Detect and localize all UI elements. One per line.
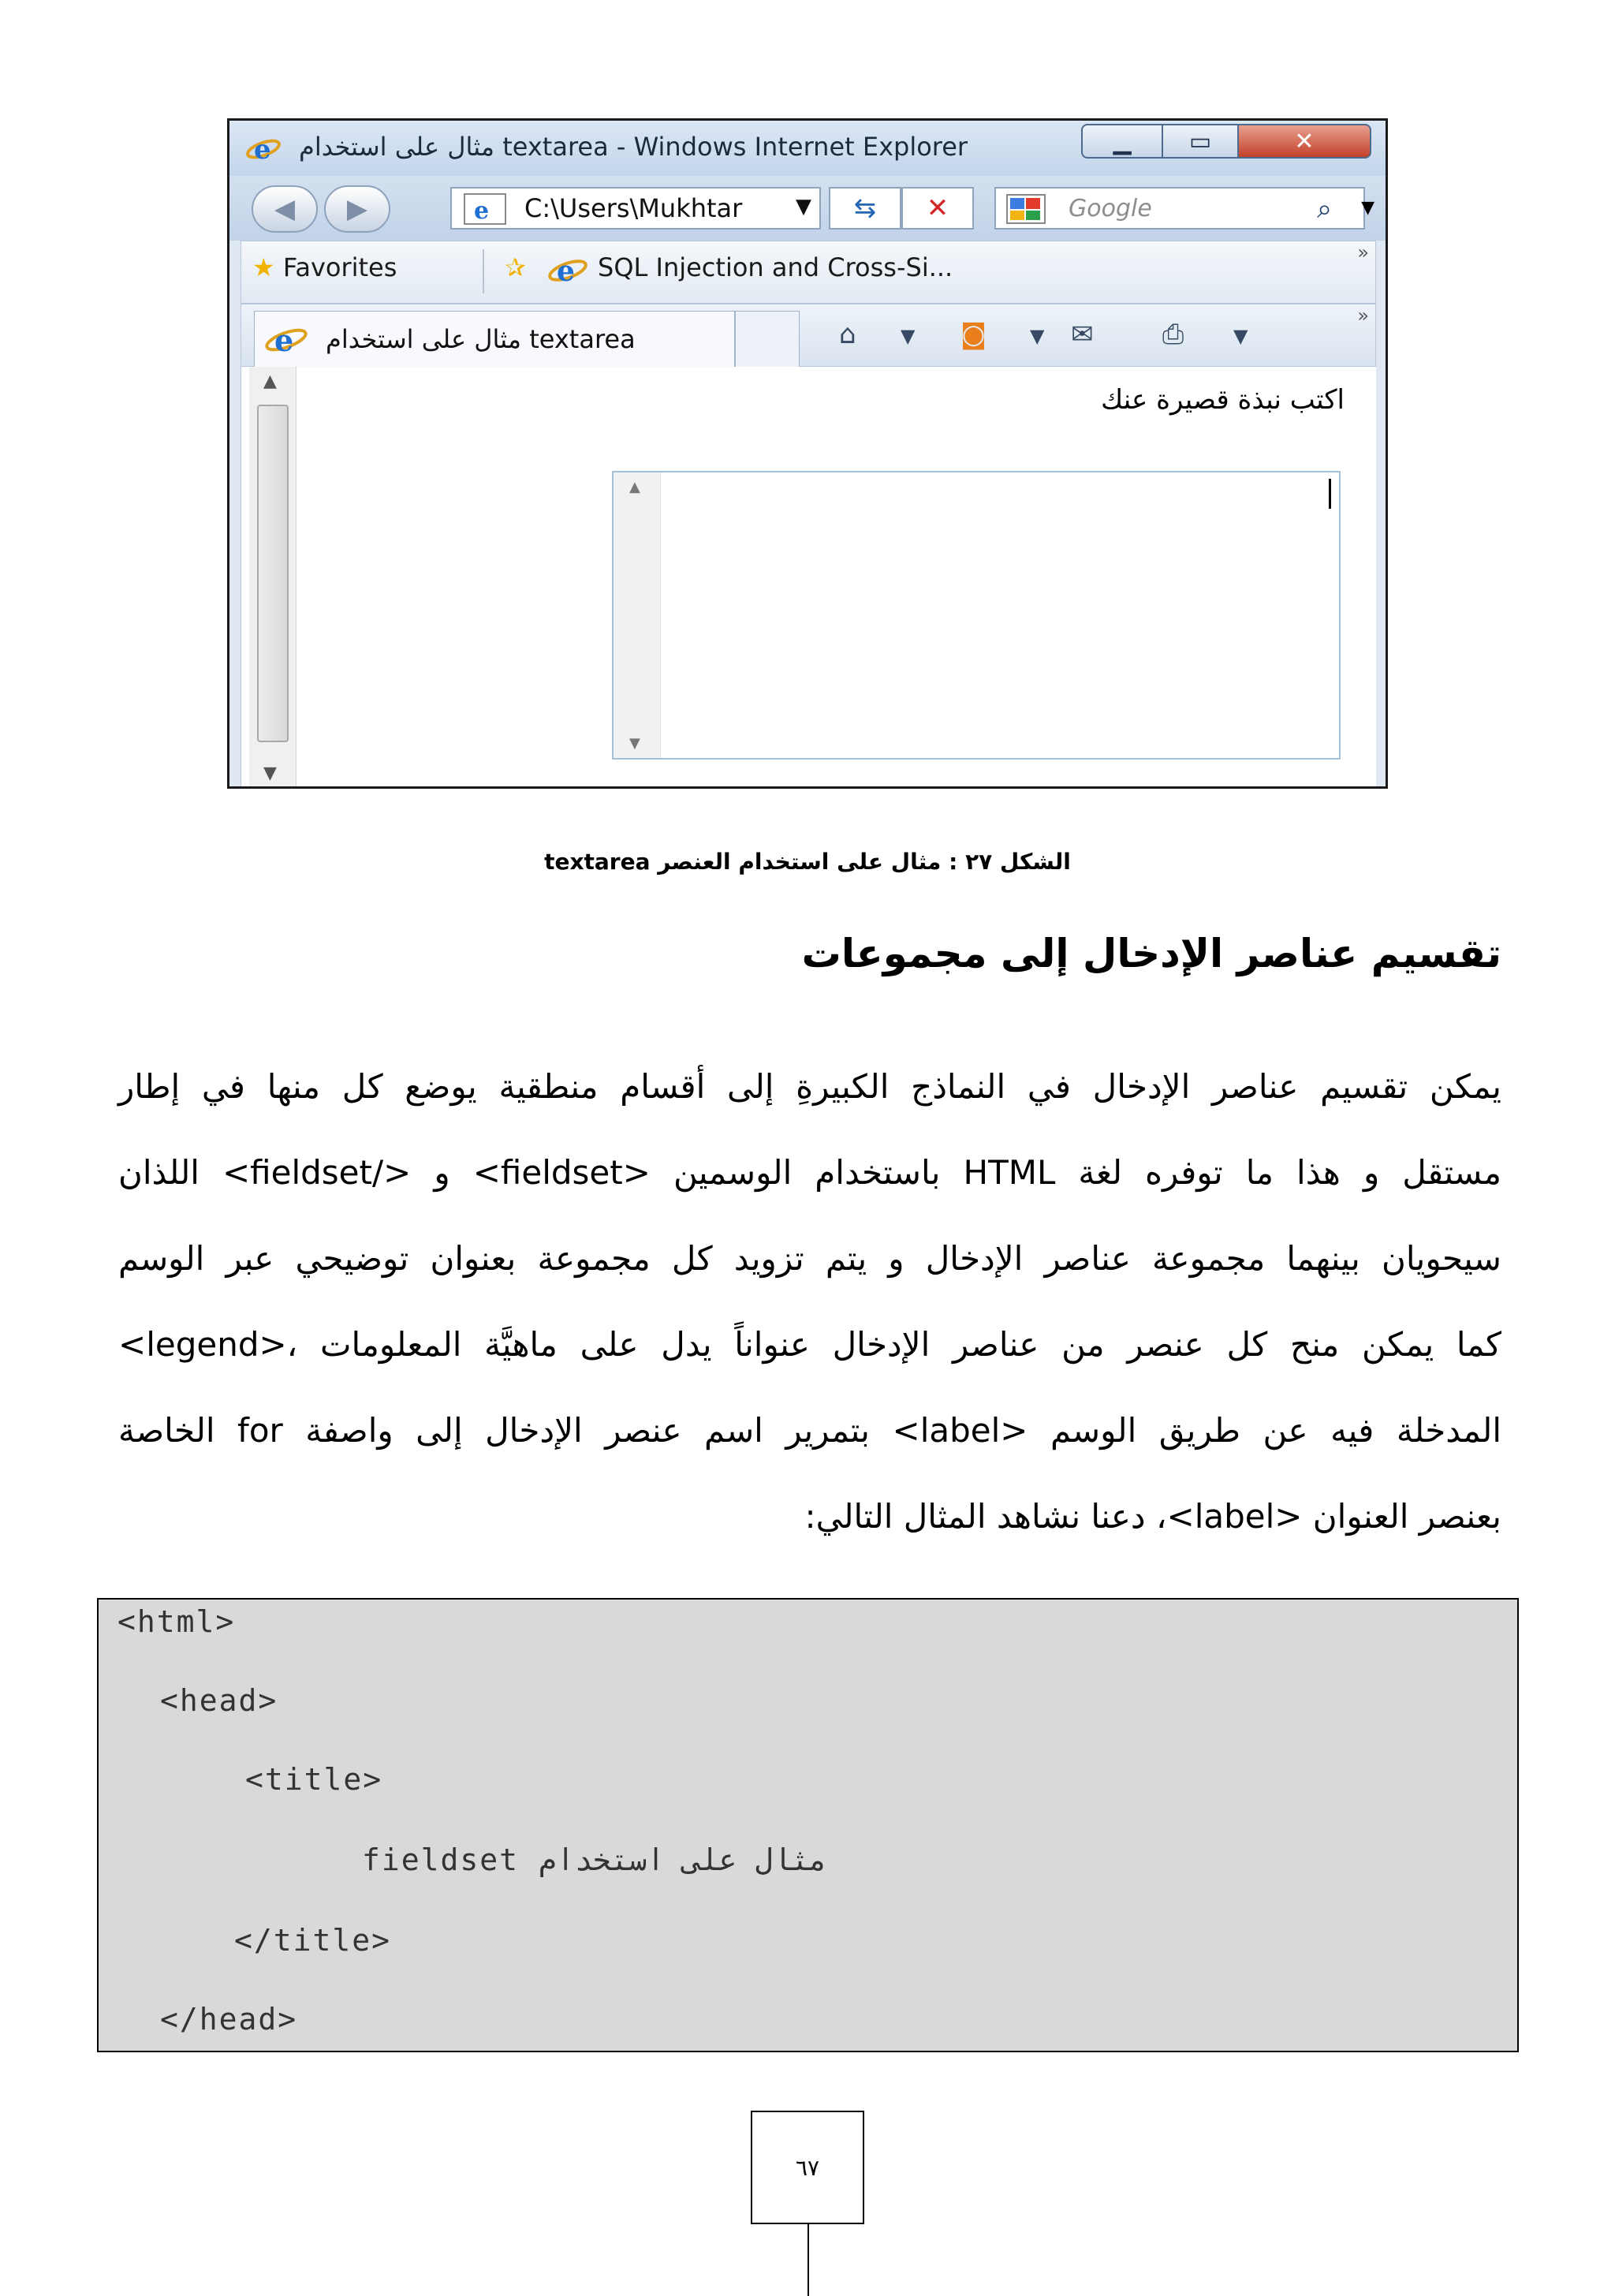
paragraph-line: بعنصر العنوان <label>، دعنا نشاهد المثال التالي: xyxy=(804,1497,1501,1536)
scroll-up-icon[interactable]: ▲ xyxy=(263,371,277,391)
svg-text:e: e xyxy=(254,134,271,165)
forward-button[interactable] xyxy=(324,185,390,233)
page-number-line xyxy=(808,2224,809,2296)
search-field[interactable] xyxy=(994,187,1365,230)
internet-explorer-icon xyxy=(547,251,588,290)
window-title: مثال على استخدام textarea - Windows Internet Explorer xyxy=(299,132,968,162)
code-line: </title> xyxy=(234,1923,392,1958)
code-line: <title> xyxy=(245,1762,383,1797)
code-block xyxy=(97,1598,1519,2052)
scroll-down-icon[interactable]: ▼ xyxy=(629,735,640,752)
tab-bar xyxy=(241,304,1376,367)
paragraph-line: <legend>، كما يمكن منح كل عنصر من عناصر الإدخال عنواناً يدل على ماهيَّة المعلومات xyxy=(118,1325,1502,1364)
code-line: <html> xyxy=(117,1604,236,1639)
stop-button[interactable] xyxy=(901,187,974,230)
code-line: fieldset مثال على استخدام xyxy=(362,1842,827,1877)
tab-title: مثال على استخدام textarea xyxy=(326,324,636,354)
tab-active[interactable] xyxy=(254,311,735,368)
svg-text:e: e xyxy=(557,255,575,288)
favorite-link[interactable]: SQL Injection and Cross-Si... xyxy=(598,252,953,282)
more-chevron-icon[interactable]: » xyxy=(1357,304,1369,327)
star-icon: ★ xyxy=(252,252,275,282)
page-scrollbar[interactable] xyxy=(249,367,297,788)
textarea-label: اكتب نبذة قصيرة عنك xyxy=(1101,384,1345,416)
scroll-up-icon[interactable]: ▲ xyxy=(629,479,640,495)
page-content xyxy=(241,367,1376,788)
new-tab-button[interactable] xyxy=(735,311,800,368)
title-bar xyxy=(229,121,1386,176)
paragraph-line: مستقل و هذا ما توفره لغة HTML باستخدام الوسمين <fieldset> و </fieldset> اللذان xyxy=(118,1153,1501,1192)
svg-text:e: e xyxy=(474,197,490,225)
forward-arrow-icon: ▶ xyxy=(346,193,368,225)
search-icon[interactable]: ⌕ xyxy=(1316,193,1332,225)
page-number-text: ٦٧ xyxy=(795,2154,820,2181)
home-icon[interactable]: ⌂ xyxy=(839,319,856,350)
address-text: C:\Users\Mukhtar xyxy=(524,193,743,223)
mail-icon[interactable]: ✉ xyxy=(1071,319,1094,350)
paragraph-line: سيحويان بينهما مجموعة عناصر الإدخال و يتم تزويد كل مجموعة بعنوان توضيحي عبر الوسم xyxy=(118,1239,1501,1278)
search-options-icon[interactable]: ▼ xyxy=(1361,198,1374,218)
browser-screenshot xyxy=(227,118,1388,789)
section-heading: تقسيم عناصر الإدخال إلى مجموعات xyxy=(801,931,1501,976)
favorites-button[interactable] xyxy=(252,252,397,282)
code-line: <head> xyxy=(160,1683,278,1718)
feed-dropdown-icon[interactable]: ▼ xyxy=(1030,325,1045,347)
scroll-down-icon[interactable]: ▼ xyxy=(263,763,277,783)
more-chevron-icon[interactable]: » xyxy=(1357,241,1369,263)
figure-caption: الشكل ٢٧ : مثال على استخدام العنصر textarea xyxy=(544,849,1071,875)
favorites-bar xyxy=(241,241,1376,304)
code-line: </head> xyxy=(160,2002,298,2037)
maximize-button[interactable]: ▭ xyxy=(1162,124,1239,159)
text-caret xyxy=(1329,479,1331,509)
page-icon xyxy=(460,192,510,226)
close-window-button[interactable]: ✕ xyxy=(1237,124,1371,159)
minimize-button[interactable]: ▁ xyxy=(1081,124,1163,159)
internet-explorer-icon xyxy=(245,133,282,165)
back-button[interactable] xyxy=(252,185,318,233)
back-arrow-icon: ◀ xyxy=(274,193,296,225)
page-number xyxy=(751,2111,864,2224)
address-bar[interactable] xyxy=(450,187,821,230)
stop-icon: ✕ xyxy=(926,192,949,224)
home-dropdown-icon[interactable]: ▼ xyxy=(901,325,916,347)
paragraph-line: يمكن تقسيم عناصر الإدخال في النماذج الكبيرةِ إلى أقسام منطقية يوضع كل منها في إطار xyxy=(118,1067,1501,1106)
scroll-thumb[interactable] xyxy=(257,405,289,742)
rss-feed-icon[interactable]: ◙ xyxy=(960,319,987,350)
address-dropdown-icon[interactable]: ▼ xyxy=(796,195,811,218)
svg-text:e: e xyxy=(274,323,294,358)
navigation-bar xyxy=(229,176,1386,241)
bio-textarea[interactable] xyxy=(612,471,1341,760)
internet-explorer-icon xyxy=(264,321,308,359)
favorites-label: Favorites xyxy=(282,252,397,282)
refresh-icon: ⇆ xyxy=(853,192,877,224)
refresh-button[interactable] xyxy=(829,187,901,230)
google-icon xyxy=(1004,193,1048,225)
print-dropdown-icon[interactable]: ▼ xyxy=(1233,325,1248,347)
paragraph-line: المدخلة فيه عن طريق الوسم <label> بتمرير اسم عنصر الإدخال إلى واصفة for الخاصة xyxy=(118,1411,1501,1450)
body-paragraph xyxy=(118,1053,1501,1569)
search-placeholder: Google xyxy=(1069,195,1152,222)
print-icon[interactable]: ⎙ xyxy=(1162,319,1184,350)
divider xyxy=(483,249,484,293)
add-favorite-icon[interactable]: ✰ xyxy=(505,252,526,282)
textarea-scrollbar[interactable] xyxy=(614,472,661,758)
